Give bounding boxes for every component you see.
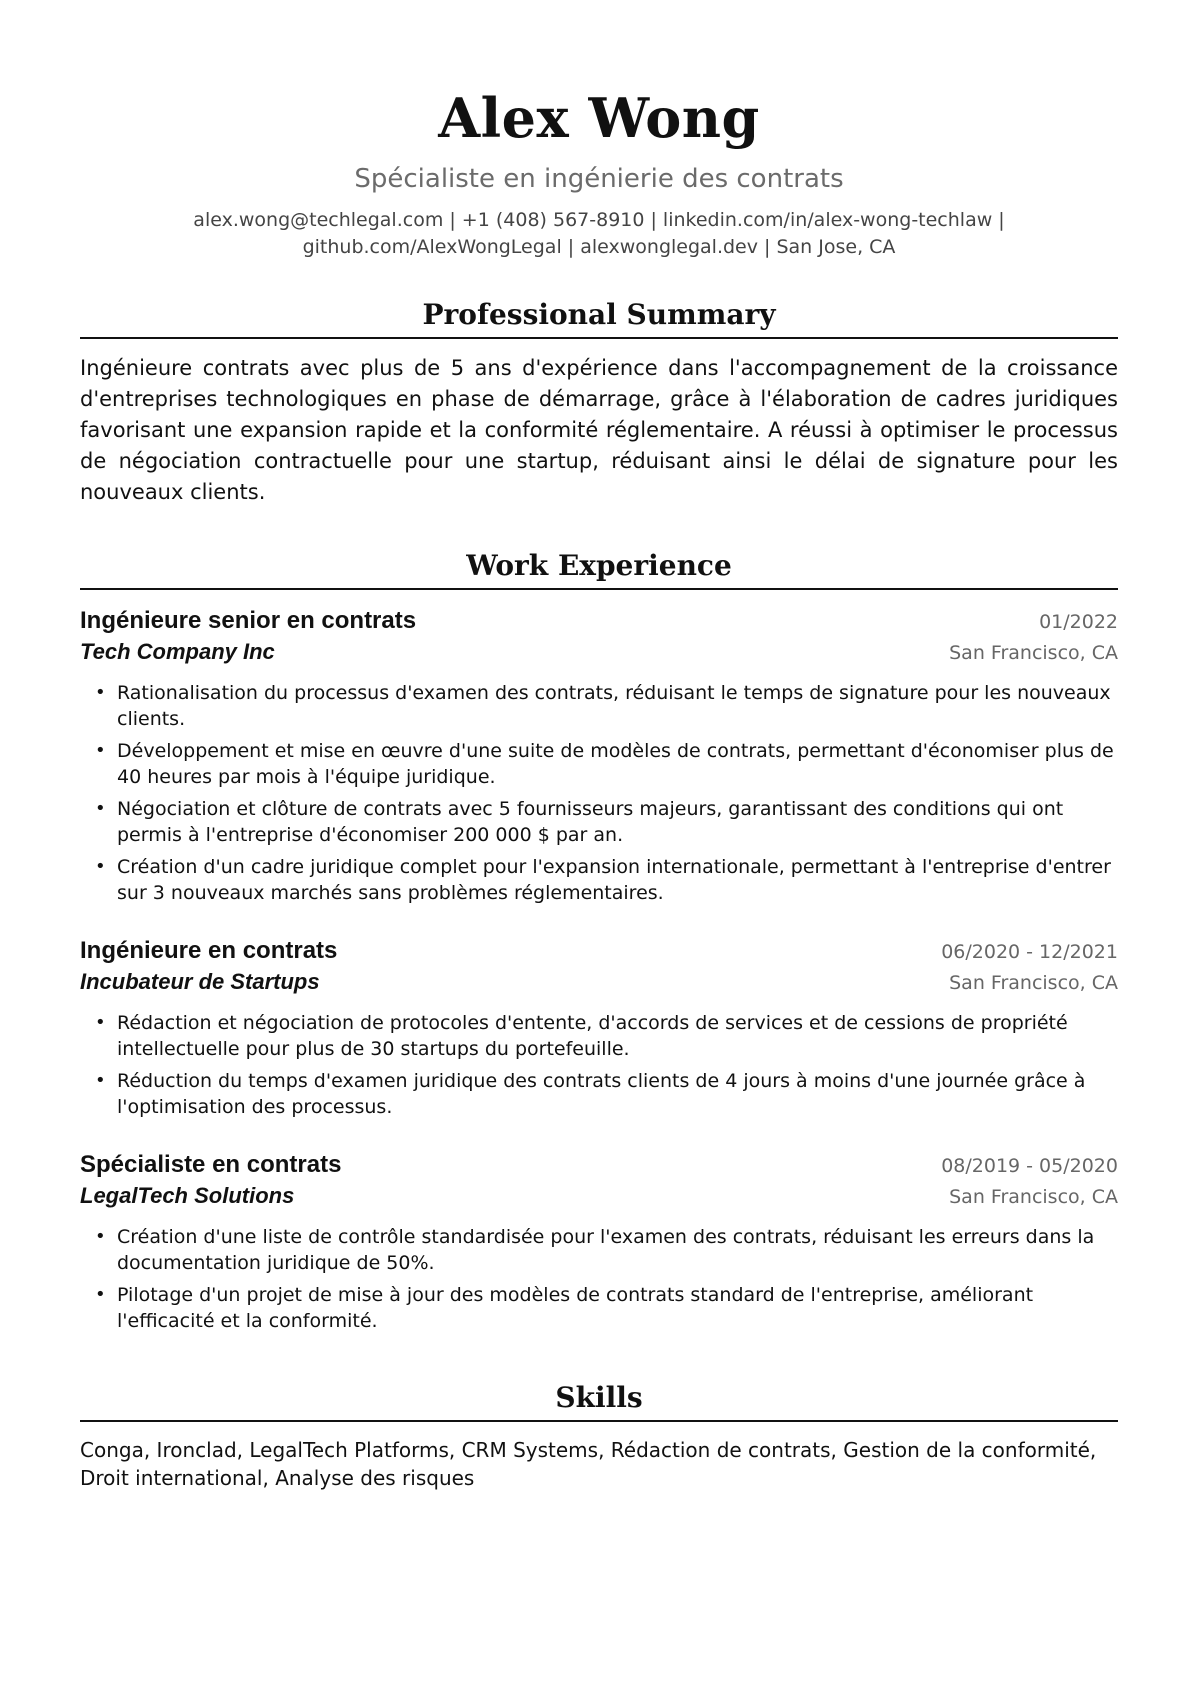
experience-section-title: Work Experience [80,548,1118,590]
skills-section-title: Skills [80,1380,1118,1422]
job-company-row [80,1181,1118,1212]
job-title: Spécialiste en contrats [80,1151,342,1178]
job-bullets [80,1224,1118,1334]
job-bullet: • Négociation et clôture de contrats avec 5 fournisseurs majeurs, garantissant des conditions qui ont permis à l'entreprise d'économiser 200 000 $ par an. [80,796,1118,848]
job-bullets [80,1010,1118,1120]
job-title: Ingénieure senior en contrats [80,607,417,634]
job-location: San Francisco, CA [949,972,1118,994]
job-bullet: • Rédaction et négociation de protocoles d'entente, d'accords de services et de cessions de propriété intellectuelle pour plus de 30 startups du portefeuille. [80,1010,1118,1062]
contact-line-1: alex.wong@techlegal.com | +1 (408) 567-8910 | linkedin.com/in/alex-wong-techlaw | [193,209,1005,231]
job-header-row [80,606,1118,637]
candidate-name: Alex Wong [438,86,760,150]
job-entry [80,936,1118,1120]
job-location: San Francisco, CA [949,642,1118,664]
job-company: Tech Company Inc [80,639,275,664]
job-entry [80,1150,1118,1334]
job-bullet: • Pilotage d'un projet de mise à jour des modèles de contrats standard de l'entreprise, améliorant l'efficacité et la conformité. [80,1282,1118,1334]
job-title: Ingénieure en contrats [80,937,338,964]
job-company: LegalTech Solutions [80,1183,295,1208]
job-date: 06/2020 - 12/2021 [941,941,1118,963]
resume-page [80,0,1118,1492]
job-company: Incubateur de Startups [80,969,320,994]
job-date: 01/2022 [1039,611,1118,633]
job-bullets [80,680,1118,906]
job-company-row [80,967,1118,998]
job-bullet: • Développement et mise en œuvre d'une suite de modèles de contrats, permettant d'économiser plus de 40 heures par mois à l'équipe juridique. [80,738,1118,790]
skills-list: Conga, Ironclad, LegalTech Platforms, CRM Systems, Rédaction de contrats, Gestion de la conformité, Droit international, Analyse des risques [80,1438,1097,1490]
job-header-row [80,936,1118,967]
candidate-headline: Spécialiste en ingénierie des contrats [354,164,844,194]
summary-section-title: Professional Summary [80,297,1118,339]
contact-info [80,207,1118,261]
job-header-row [80,1150,1118,1181]
job-bullet: • Rationalisation du processus d'examen des contrats, réduisant le temps de signature pour les nouveaux clients. [80,680,1118,732]
job-location: San Francisco, CA [949,1186,1118,1208]
job-company-row [80,637,1118,668]
contact-line-2: github.com/AlexWongLegal | alexwonglegal.dev | San Jose, CA [302,236,896,258]
summary-text: Ingénieure contrats avec plus de 5 ans d'expérience dans l'accompagnement de la croissance d'entreprises technologiques en phase de démarrage, grâce à l'élaboration de cadres juridiques favorisant une expansion rapide et la conformité réglementaire. A réussi à optimiser le processus de négociation contractuelle pour une startup, réduisant ainsi le délai de signature pour les nouveaux clients. [80,356,1118,504]
job-entry [80,606,1118,906]
job-date: 08/2019 - 05/2020 [941,1155,1118,1177]
job-bullet: • Création d'un cadre juridique complet pour l'expansion internationale, permettant à l'entreprise d'entrer sur 3 nouveaux marchés sans problèmes réglementaires. [80,854,1118,906]
job-bullet: • Réduction du temps d'examen juridique des contrats clients de 4 jours à moins d'une journée grâce à l'optimisation des processus. [80,1068,1118,1120]
job-bullet: • Création d'une liste de contrôle standardisée pour l'examen des contrats, réduisant les erreurs dans la documentation juridique de 50%. [80,1224,1118,1276]
